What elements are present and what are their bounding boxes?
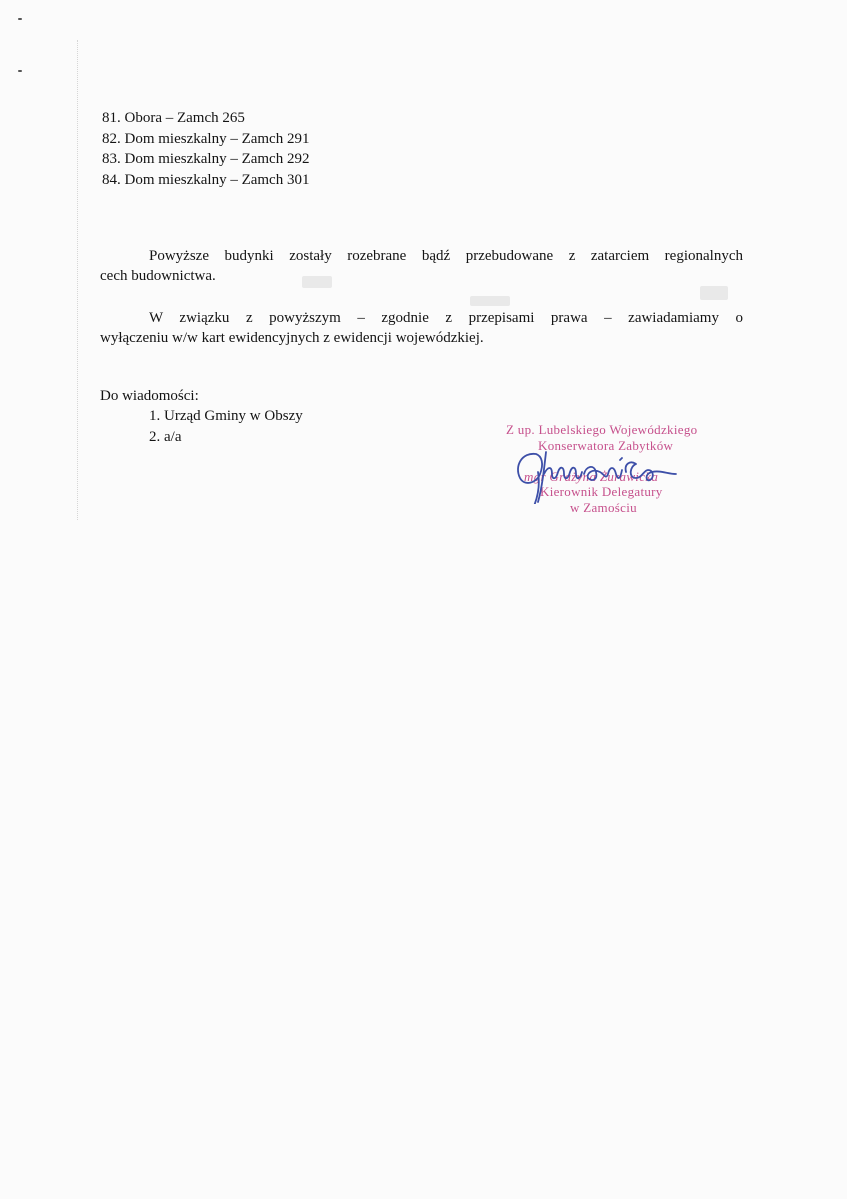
stamp-line: Kierownik Delegatury xyxy=(540,484,663,499)
stamp-line: mgr Grażyna Żurawicka xyxy=(524,469,659,484)
punch-mark-top xyxy=(18,18,22,20)
paragraph-line: W związku z powyższym – zgodnie z przepisami prawa – zawiadamiamy o xyxy=(149,310,743,326)
paragraph-line: wyłączeniu w/w kart ewidencyjnych z ewidencji wojewódzkiej. xyxy=(100,330,484,346)
distribution-title: Do wiadomości: xyxy=(100,388,199,404)
list-item: 81. Obora – Zamch 265 xyxy=(102,110,245,126)
list-item: 84. Dom mieszkalny – Zamch 301 xyxy=(102,172,310,188)
stamp-line: Z up. Lubelskiego Wojewódzkiego xyxy=(506,422,698,437)
punch-mark-bottom xyxy=(18,70,22,72)
distribution-item: 2. a/a xyxy=(149,429,182,445)
handwritten-signature xyxy=(508,444,698,504)
paragraph-line: cech budownictwa. xyxy=(100,268,216,284)
margin-line xyxy=(77,40,78,520)
stamp-line: Konserwatora Zabytków xyxy=(538,438,674,453)
stamp-line: w Zamościu xyxy=(570,500,637,515)
list-item: 83. Dom mieszkalny – Zamch 292 xyxy=(102,151,310,167)
paragraph-demolition xyxy=(100,246,743,286)
scan-speck xyxy=(700,286,728,300)
official-stamp xyxy=(500,418,730,530)
distribution-item: 1. Urząd Gminy w Obszy xyxy=(149,408,303,424)
paragraph-notice xyxy=(100,308,743,348)
paragraph-line: Powyższe budynki zostały rozebrane bądź przebudowane z zatarciem regionalnych xyxy=(149,248,743,264)
list-item: 82. Dom mieszkalny – Zamch 291 xyxy=(102,131,310,147)
scan-speck xyxy=(470,296,510,306)
